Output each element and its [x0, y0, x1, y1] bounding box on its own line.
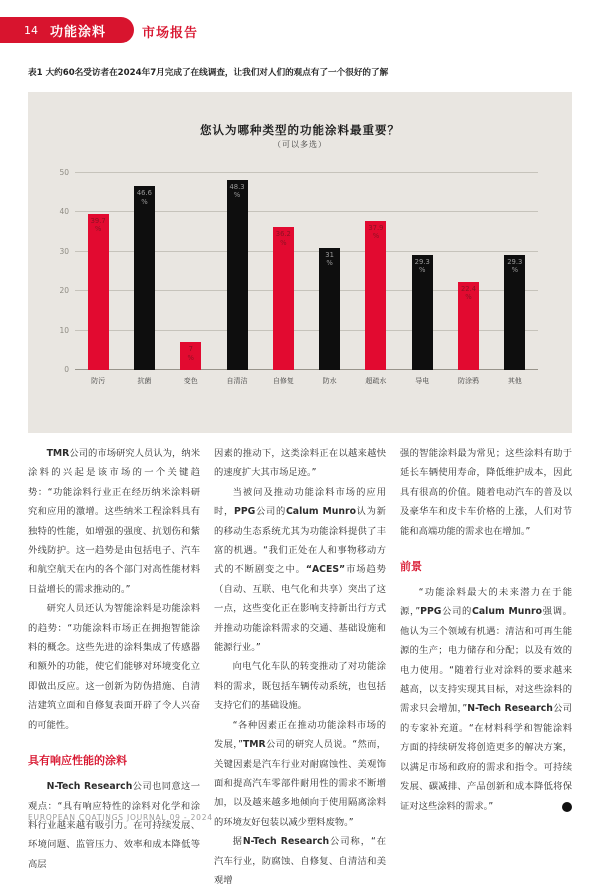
article-paragraph	[28, 777, 200, 874]
body-text: 公司的市场研究人员认为，纳米涂料的兴起是该市场的一个关键趋势：“功能涂料行业正在经历纳米涂料研究和应用的激增。这些纳米工程涂料具有独特的性能，如增强的强度、抗划伤和紫外线防护。这一趋势是由包括电子、汽车和航空航天在内的各个部门对高性能材料日益增长的需求推动的。”	[28, 448, 200, 595]
company-name-bold: N-Tech Research	[242, 836, 330, 848]
bar-value-label: 39.7	[90, 216, 106, 225]
bar-unit-label: %	[280, 238, 287, 247]
header-banner	[0, 17, 134, 43]
bar-slot	[260, 173, 306, 370]
chart-card	[28, 92, 572, 433]
end-of-article-icon: ◀	[562, 802, 572, 812]
bar-slot	[445, 173, 491, 370]
table-caption: 表1 大约60名受访者在2024年7月完成了在线调查，让我们对人们的观点有了一个很好的了解	[28, 68, 389, 78]
body-text: 公司的	[441, 606, 473, 618]
company-name-bold: PPG	[420, 606, 442, 618]
article-paragraph	[214, 444, 386, 483]
company-name-bold: N-Tech Research	[46, 781, 133, 793]
company-name-bold: N-Tech Research	[467, 703, 553, 715]
body-text: 向电气化车队的转变推动了对功能涂料的需求，既包括车辆传动系统，也包括支持它们的基础设施。	[214, 661, 386, 712]
body-text: 认为新的移动生态系统尤其为功能涂料提供了丰富的机遇。“我们正处在人和事物移动方式的不断剧变之中。	[214, 506, 386, 576]
body-text: 市场趋势（自动、互联、电气化和共享）突出了这一点，这些变化正在影响支持新出行方式并推动功能涂料需求的交通、基础设施和能源行业。”	[214, 564, 386, 654]
bar-变色	[180, 342, 201, 370]
bar-slot	[306, 173, 352, 370]
body-text: 强的智能涂料最为常见；这些涂料有助于延长车辆使用寿命，降低维护成本，因此具有很高的价值。随着电动汽车的普及以及豪华车和皮卡车价格的上涨，人们对节能和高端功能的需求也在增加。”	[400, 448, 572, 537]
body-text: 强调。他认为三个领域有机遇：清洁和可再生能源的生产；电力储存和分配；以及有效的电力使用。“随着行业对涂料的要求越来越高，以支持实现其目标，对这些涂料的需求只会增加，”	[400, 606, 572, 715]
article-paragraph	[28, 599, 200, 735]
bar-unit-label: %	[94, 225, 102, 234]
body-text: 公司的	[255, 506, 286, 518]
bar-value-label: 37.9	[368, 223, 384, 232]
bar-value-label: 29.3	[507, 257, 523, 266]
bar-value-label: 29.3	[414, 257, 430, 266]
company-name-bold: Calum Munro	[285, 506, 356, 518]
article-heading: 前景	[400, 560, 422, 574]
page-number: 14	[24, 23, 38, 37]
bar-value-label: 31	[325, 250, 334, 259]
chart-subtitle: （可以多选）	[273, 140, 327, 149]
body-text: 公司称，“在汽车行业，防腐蚀、自修复、自清洁和美观增	[214, 836, 386, 886]
chart-categories	[75, 376, 538, 386]
bar-value-label: 22.4	[460, 284, 477, 293]
y-axis-tick-label: 40	[59, 207, 69, 217]
article-column-2	[214, 444, 386, 890]
journal-footer: EUROPEAN COATINGS JOURNAL 09 - 2024	[28, 813, 213, 822]
bar-导电	[412, 255, 433, 370]
article-paragraph	[214, 657, 386, 715]
body-text: 当被问及推动功能涂料市场的应用时，	[214, 486, 386, 518]
bar-防水	[319, 248, 340, 370]
y-axis-tick-label: 50	[59, 168, 69, 177]
bar-unit-label: %	[465, 293, 472, 302]
y-axis-tick-label: 0	[64, 365, 69, 374]
bar-slot	[168, 173, 214, 370]
bar-防污	[88, 214, 109, 370]
section-title: 功能涂料	[50, 24, 107, 40]
company-name-bold: “ACES”	[305, 564, 346, 576]
body-text: 研究人员还认为智能涂料是功能涂料的趋势：“功能涂料市场正在拥抱智能涂料的概念。这些先进的涂料集成了传感器和额外的功能，使它们能够对环境变化立即做出反应。这一创新为防伪措施、自清洁建筑立面和自修复表面开辟了令人兴奋的可能性。	[28, 603, 200, 731]
bar-unit-label: %	[372, 232, 380, 241]
bar-row	[75, 173, 538, 370]
bar-unit-label: %	[233, 191, 241, 200]
bar-slot	[492, 173, 538, 370]
body-text: 公司的专家补充道。“在材料科学和智能涂料方面的持续研发将创造更多的解决方案，以满足市场和政府的需求和指令。可持续发展、碳减排、产品创新和成本降低将保证对这些涂料的需求。”	[400, 703, 572, 812]
bar-抗菌	[134, 186, 155, 370]
x-axis-category-label: 防涂鸦	[458, 377, 480, 385]
bar-自修复	[273, 227, 294, 370]
bar-unit-label: %	[187, 353, 194, 362]
body-text: 据	[232, 836, 243, 848]
body-text: 公司也同意这一观点：“具有响应特性的涂料对化学和涂料行业越来越有吸引力。在可持续发展、环境问题、监管压力、效率和成本降低等高层	[28, 781, 200, 870]
x-axis-category-label: 防水	[322, 377, 337, 385]
article-paragraph	[214, 832, 386, 890]
article-paragraph	[214, 716, 386, 832]
x-axis-category-label: 自清洁	[226, 377, 248, 385]
x-axis-category-label: 自修复	[272, 377, 294, 385]
x-axis-category-label: 抗菌	[137, 377, 152, 385]
bar-unit-label: %	[326, 259, 333, 268]
x-axis-category-label: 变色	[183, 377, 198, 385]
article-column-1	[28, 444, 200, 890]
bar-value-label: 46.6	[136, 189, 152, 198]
bar-unit-label: %	[511, 266, 519, 275]
bar-slot	[399, 173, 445, 370]
article-paragraph	[400, 444, 572, 541]
x-axis-category-label: 导电	[415, 377, 430, 385]
body-text: 公司的研究人员说。“然而，关键因素是汽车行业对耐腐蚀性、美观饰面和提高汽车零部件耐用性的需求不断增加，以及越来越多地倾向于使用隔离涂料的环境友好包装以减少塑料废物。”	[214, 739, 386, 828]
body-text: “功能涂料最大的未来潜力在于能源，”	[400, 587, 572, 618]
report-tag-label: 市场报告	[142, 26, 199, 41]
body-text: “各种因素正在推动功能涂料市场的发展，”	[214, 719, 386, 751]
bar-value-label: 48.3	[229, 182, 245, 191]
x-axis-category-label: 超疏水	[365, 377, 387, 385]
article-paragraph	[214, 483, 386, 658]
bar-超疏水	[365, 221, 386, 370]
bar-slot	[75, 173, 121, 370]
company-name-bold: PPG	[234, 506, 256, 518]
bar-自清洁	[227, 180, 248, 370]
chart-title: 您认为哪种类型的功能涂料最重要？	[200, 123, 400, 137]
body-text: 因素的推动下，这类涂料正在以越来越快的速度扩大其市场足迹。”	[214, 448, 386, 479]
chart-plot	[59, 168, 538, 374]
bar-slot	[214, 173, 260, 370]
y-axis-tick-label: 20	[59, 286, 69, 296]
bar-unit-label: %	[418, 266, 426, 275]
x-axis-category-label: 防污	[91, 377, 106, 385]
y-axis-tick-label: 10	[59, 325, 69, 335]
bar-防涂鸦	[458, 282, 479, 370]
bar-unit-label: %	[141, 197, 148, 206]
article-column-3	[400, 444, 585, 890]
x-axis-category-label: 其他	[507, 377, 522, 385]
company-name-bold: TMR	[242, 739, 266, 751]
bar-value-label: 36.2	[275, 230, 291, 239]
y-axis-tick-label: 30	[59, 246, 69, 256]
article-columns	[28, 444, 585, 890]
article-paragraph	[28, 444, 200, 599]
bar-slot	[353, 173, 399, 370]
company-name-bold: TMR	[46, 448, 70, 459]
bar-其他	[504, 255, 525, 370]
article-paragraph	[400, 583, 585, 816]
article-heading: 具有响应性能的涂料	[28, 754, 127, 768]
company-name-bold: Calum Munro	[472, 606, 543, 618]
bar-value-label: 7	[188, 345, 193, 354]
bar-slot	[121, 173, 167, 370]
